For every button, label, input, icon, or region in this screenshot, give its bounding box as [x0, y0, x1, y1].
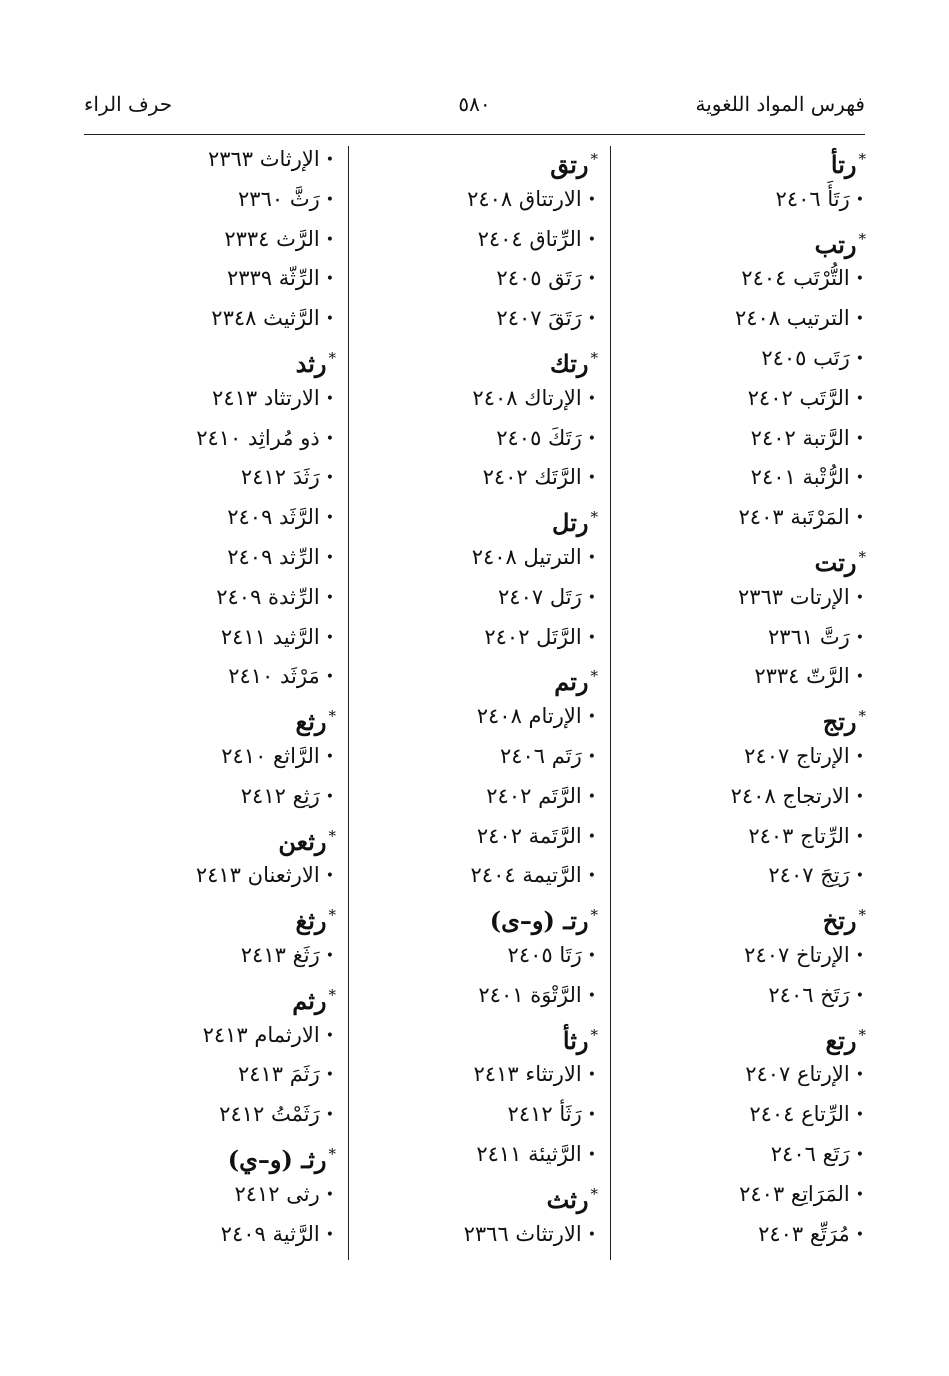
word-label: الإرتاك ٢٤٠٨: [472, 385, 582, 410]
asterisk-icon: *: [590, 508, 598, 527]
word-label: رَتَأَ ٢٤٠٦: [775, 186, 850, 211]
root-heading: [84, 976, 336, 1016]
bullet-icon: •: [325, 669, 334, 686]
root-heading: [356, 140, 598, 180]
word-entry: [356, 538, 598, 578]
bullet-icon: •: [855, 1186, 864, 1203]
word-entry: [356, 817, 598, 857]
word-entry: [356, 1215, 598, 1255]
word-label: الرِّتاع ٢٤٠٤: [749, 1102, 850, 1127]
word-label: رَتَق ٢٤٠٥: [496, 266, 582, 291]
word-label: رَثَغ ٢٤١٣: [240, 942, 320, 967]
root-label: رتل: [552, 508, 589, 538]
word-label: الارتتاق ٢٤٠٨: [467, 186, 582, 211]
word-entry: [618, 458, 866, 498]
bullet-icon: •: [587, 1146, 596, 1163]
word-entry: [356, 379, 598, 419]
bullet-icon: •: [855, 629, 864, 646]
bullet-icon: •: [325, 311, 334, 328]
word-entry: [618, 1175, 866, 1215]
word-entry: [356, 1055, 598, 1095]
word-entry: [84, 737, 336, 777]
asterisk-icon: *: [858, 707, 866, 726]
word-entry: [356, 180, 598, 220]
word-entry: [84, 777, 336, 817]
word-entry: [84, 1175, 336, 1215]
bullet-icon: •: [325, 231, 334, 248]
bullet-icon: •: [325, 868, 334, 885]
index-column-middle: [356, 140, 598, 1254]
word-label: الرَّتيمة ٢٤٠٤: [470, 863, 582, 888]
root-label: رتع: [825, 1025, 857, 1055]
word-label: رثى ٢٤١٢: [234, 1181, 320, 1206]
root-label: رثم: [292, 985, 327, 1015]
root-label: رثغ: [295, 906, 327, 936]
bullet-icon: •: [325, 947, 334, 964]
word-label: التُّرْتَب ٢٤٠٤: [741, 266, 850, 291]
word-entry: [356, 419, 598, 459]
word-entry: [84, 220, 336, 260]
bullet-icon: •: [587, 629, 596, 646]
bullet-icon: •: [587, 1226, 596, 1243]
root-heading: [84, 1135, 336, 1175]
word-label: الارتثاء ٢٤١٣: [473, 1062, 582, 1087]
root-heading: [84, 697, 336, 737]
root-label: رتـ (و–ى): [489, 906, 589, 936]
bullet-icon: •: [587, 788, 596, 805]
bullet-icon: •: [855, 271, 864, 288]
word-label: الرَّتبة ٢٤٠٢: [750, 425, 850, 450]
word-label: مُرَتِّع ٢٤٠٣: [758, 1221, 850, 1246]
column-divider: [610, 146, 611, 1260]
asterisk-icon: *: [328, 707, 336, 726]
word-label: الرَّث ٢٣٣٤: [224, 226, 320, 251]
asterisk-icon: *: [858, 547, 866, 566]
bullet-icon: •: [587, 549, 596, 566]
word-entry: [356, 578, 598, 618]
bullet-icon: •: [855, 311, 864, 328]
bullet-icon: •: [325, 271, 334, 288]
word-entry: [618, 578, 866, 618]
word-label: رَثَأ ٢٤١٢: [507, 1102, 582, 1127]
word-entry: [618, 618, 866, 658]
word-label: الإرتاع ٢٤٠٧: [745, 1062, 850, 1087]
bullet-icon: •: [587, 1067, 596, 1084]
word-label: الارتجاج ٢٤٠٨: [730, 783, 850, 808]
word-entry: [84, 498, 336, 538]
asterisk-icon: *: [858, 906, 866, 925]
bullet-icon: •: [855, 470, 864, 487]
word-label: رَثَمْتُ ٢٤١٢: [219, 1102, 320, 1127]
word-label: الرَّتَمة ٢٤٠٢: [476, 823, 582, 848]
word-entry: [84, 140, 336, 180]
asterisk-icon: *: [590, 1025, 598, 1044]
asterisk-icon: *: [590, 348, 598, 367]
bullet-icon: •: [855, 669, 864, 686]
asterisk-icon: *: [590, 667, 598, 686]
word-entry: [84, 578, 336, 618]
word-entry: [618, 976, 866, 1016]
bullet-icon: •: [325, 510, 334, 527]
root-label: رتم: [554, 667, 589, 697]
bullet-icon: •: [855, 1226, 864, 1243]
word-entry: [356, 936, 598, 976]
index-column-left: [84, 140, 336, 1254]
word-label: الرَّتَل ٢٤٠٢: [484, 624, 582, 649]
word-label: الرِّثد ٢٤٠٩: [227, 544, 320, 569]
word-entry: [356, 697, 598, 737]
word-entry: [618, 817, 866, 857]
word-entry: [84, 856, 336, 896]
word-entry: [84, 618, 336, 658]
word-entry: [618, 379, 866, 419]
root-label: رثعن: [278, 826, 327, 856]
bullet-icon: •: [587, 271, 596, 288]
word-label: الرَّاثع ٢٤١٠: [221, 743, 320, 768]
word-label: رَثَدَ ٢٤١٢: [240, 465, 320, 490]
bullet-icon: •: [855, 350, 864, 367]
word-entry: [618, 777, 866, 817]
asterisk-icon: *: [858, 150, 866, 168]
word-entry: [356, 976, 598, 1016]
word-entry: [84, 299, 336, 339]
bullet-icon: •: [325, 390, 334, 407]
root-heading: [356, 896, 598, 936]
word-entry: [618, 339, 866, 379]
root-heading: [84, 339, 336, 379]
word-entry: [356, 220, 598, 260]
word-entry: [356, 1135, 598, 1175]
word-label: الرَّتَم ٢٤٠٢: [486, 783, 582, 808]
root-label: رثث: [546, 1184, 589, 1214]
word-entry: [84, 379, 336, 419]
page-number: ٥٨٠: [458, 92, 491, 116]
bullet-icon: •: [325, 191, 334, 208]
word-label: رَتَّ ٢٣٦١: [768, 624, 850, 649]
bullet-icon: •: [325, 1226, 334, 1243]
word-label: الارثعنان ٢٤١٣: [195, 863, 320, 888]
word-entry: [84, 1215, 336, 1255]
bullet-icon: •: [855, 1107, 864, 1124]
word-label: الإرتام ٢٤٠٨: [476, 704, 582, 729]
word-label: رَتِجَ ٢٤٠٧: [768, 863, 850, 888]
bullet-icon: •: [325, 430, 334, 447]
root-heading: [618, 538, 866, 578]
word-entry: [618, 737, 866, 777]
asterisk-icon: *: [328, 348, 336, 367]
root-label: رتب: [814, 229, 857, 259]
word-entry: [618, 657, 866, 697]
word-label: الرَّتْوَة ٢٤٠١: [478, 982, 582, 1007]
root-heading: [618, 1016, 866, 1056]
word-label: رَثَّ ٢٣٦٠: [238, 186, 320, 211]
column-divider: [348, 146, 349, 1260]
bullet-icon: •: [587, 748, 596, 765]
bullet-icon: •: [855, 390, 864, 407]
bullet-icon: •: [855, 430, 864, 447]
word-label: رَتَل ٢٤٠٧: [498, 584, 582, 609]
root-label: رتج: [822, 707, 857, 737]
word-entry: [356, 737, 598, 777]
word-label: رَثِع ٢٤١٢: [240, 783, 320, 808]
word-label: مَرْثَد ٢٤١٠: [228, 664, 320, 689]
word-label: رَتَم ٢٤٠٦: [499, 743, 582, 768]
word-label: رَتَع ٢٤٠٦: [770, 1141, 850, 1166]
bullet-icon: •: [855, 788, 864, 805]
word-label: الإرثاث ٢٣٦٣: [207, 147, 320, 171]
bullet-icon: •: [325, 589, 334, 606]
word-entry: [618, 1135, 866, 1175]
bullet-icon: •: [855, 868, 864, 885]
page-header: [84, 88, 865, 128]
word-entry: [84, 1055, 336, 1095]
bullet-icon: •: [587, 191, 596, 208]
asterisk-icon: *: [590, 150, 598, 168]
root-label: رتق: [550, 150, 589, 179]
word-label: الارثمام ٢٤١٣: [202, 1022, 320, 1047]
word-label: الرِّثّة ٢٣٣٩: [227, 266, 320, 291]
asterisk-icon: *: [328, 985, 336, 1004]
word-entry: [618, 180, 866, 220]
word-label: الرَّثية ٢٤٠٩: [220, 1221, 320, 1246]
bullet-icon: •: [325, 629, 334, 646]
word-label: الرِّتاق ٢٤٠٤: [477, 226, 582, 251]
word-label: رَثَمَ ٢٤١٣: [237, 1062, 320, 1087]
bullet-icon: •: [587, 430, 596, 447]
word-label: الإرتاخ ٢٤٠٧: [744, 942, 850, 967]
word-label: رَتَخ ٢٤٠٦: [768, 982, 850, 1007]
word-entry: [84, 259, 336, 299]
bullet-icon: •: [587, 470, 596, 487]
word-label: الرِّثدة ٢٤٠٩: [216, 584, 320, 609]
word-entry: [356, 856, 598, 896]
word-entry: [356, 618, 598, 658]
word-label: رَتَقَ ٢٤٠٧: [496, 306, 582, 331]
word-label: الترتيب ٢٤٠٨: [734, 306, 850, 331]
root-heading: [618, 140, 866, 180]
word-entry: [84, 936, 336, 976]
bullet-icon: •: [587, 828, 596, 845]
root-heading: [84, 817, 336, 857]
word-entry: [84, 657, 336, 697]
word-label: الرُّتْبة ٢٤٠١: [750, 465, 850, 490]
bullet-icon: •: [855, 1146, 864, 1163]
root-heading: [618, 220, 866, 260]
word-label: الإرتات ٢٣٦٣: [737, 584, 850, 609]
root-label: رتت: [814, 547, 857, 577]
bullet-icon: •: [325, 549, 334, 566]
root-label: رتخ: [822, 906, 857, 936]
word-label: الرَّثيد ٢٤١١: [220, 624, 320, 649]
word-entry: [618, 1055, 866, 1095]
word-entry: [618, 936, 866, 976]
word-entry: [618, 299, 866, 339]
word-label: الترتيل ٢٤٠٨: [471, 544, 582, 569]
bullet-icon: •: [587, 709, 596, 726]
word-label: رَتَكَ ٢٤٠٥: [496, 425, 582, 450]
root-heading: [356, 498, 598, 538]
bullet-icon: •: [587, 947, 596, 964]
bullet-icon: •: [855, 510, 864, 527]
word-entry: [84, 419, 336, 459]
word-label: الرَّتّ ٢٣٣٤: [754, 664, 850, 689]
bullet-icon: •: [855, 828, 864, 845]
word-label: الرَّثَد ٢٤٠٩: [227, 505, 320, 530]
word-entry: [84, 458, 336, 498]
word-entry: [356, 458, 598, 498]
asterisk-icon: *: [590, 906, 598, 925]
bullet-icon: •: [325, 1067, 334, 1084]
running-title: فهرس المواد اللغوية: [695, 92, 865, 116]
bullet-icon: •: [587, 231, 596, 248]
root-heading: [356, 657, 598, 697]
word-entry: [618, 498, 866, 538]
word-entry: [618, 259, 866, 299]
root-heading: [356, 339, 598, 379]
asterisk-icon: *: [328, 1144, 336, 1163]
bullet-icon: •: [855, 987, 864, 1004]
bullet-icon: •: [325, 470, 334, 487]
word-label: الإرتاج ٢٤٠٧: [744, 743, 850, 768]
bullet-icon: •: [587, 589, 596, 606]
root-label: رتك: [550, 348, 589, 378]
asterisk-icon: *: [328, 826, 336, 845]
word-entry: [356, 299, 598, 339]
root-heading: [356, 1016, 598, 1056]
bullet-icon: •: [855, 748, 864, 765]
bullet-icon: •: [325, 1107, 334, 1124]
word-entry: [356, 1095, 598, 1135]
bullet-icon: •: [325, 1186, 334, 1203]
word-label: ذو مُراثِد ٢٤١٠: [196, 425, 320, 450]
bullet-icon: •: [325, 1027, 334, 1044]
root-label: رثد: [295, 348, 327, 378]
word-entry: [84, 1016, 336, 1056]
word-label: المَرْتَبة ٢٤٠٣: [738, 505, 850, 530]
asterisk-icon: *: [858, 1025, 866, 1044]
bullet-icon: •: [855, 589, 864, 606]
word-label: الرِّتاج ٢٤٠٣: [748, 823, 850, 848]
root-heading: [84, 896, 336, 936]
word-entry: [618, 856, 866, 896]
root-label: رتأ: [830, 150, 857, 179]
word-label: الرَّثيئة ٢٤١١: [476, 1141, 582, 1166]
asterisk-icon: *: [858, 229, 866, 248]
bullet-icon: •: [325, 748, 334, 765]
word-label: الارتثاث ٢٣٦٦: [463, 1221, 582, 1246]
bullet-icon: •: [587, 868, 596, 885]
bullet-icon: •: [587, 987, 596, 1004]
root-heading: [618, 896, 866, 936]
header-rule: [84, 134, 865, 135]
word-entry: [356, 777, 598, 817]
bullet-icon: •: [325, 152, 334, 168]
word-entry: [618, 419, 866, 459]
word-entry: [618, 1215, 866, 1255]
root-label: رثـ (و–ي): [227, 1144, 327, 1174]
index-column-right: [618, 140, 866, 1254]
word-label: الرَّتَك ٢٤٠٢: [482, 465, 582, 490]
word-label: الرَّثيث ٢٣٤٨: [211, 306, 320, 331]
root-heading: [356, 1175, 598, 1215]
word-label: رَتَا ٢٤٠٥: [507, 942, 582, 967]
word-label: رَتَب ٢٤٠٥: [761, 345, 850, 370]
asterisk-icon: *: [590, 1184, 598, 1203]
word-entry: [84, 180, 336, 220]
root-heading: [618, 697, 866, 737]
bullet-icon: •: [855, 191, 864, 208]
word-label: المَرَاتِع ٢٤٠٣: [739, 1181, 850, 1206]
word-entry: [356, 259, 598, 299]
word-entry: [618, 1095, 866, 1135]
word-label: الارتثاد ٢٤١٣: [212, 385, 320, 410]
root-label: رثأ: [562, 1025, 589, 1055]
word-entry: [84, 1095, 336, 1135]
bullet-icon: •: [325, 788, 334, 805]
section-title: حرف الراء: [84, 92, 173, 116]
bullet-icon: •: [587, 1107, 596, 1124]
asterisk-icon: *: [328, 906, 336, 925]
bullet-icon: •: [855, 947, 864, 964]
word-entry: [84, 538, 336, 578]
bullet-icon: •: [587, 311, 596, 328]
word-label: الرَّتَب ٢٤٠٢: [747, 385, 850, 410]
bullet-icon: •: [855, 1067, 864, 1084]
root-label: رثع: [295, 707, 327, 737]
bullet-icon: •: [587, 390, 596, 407]
